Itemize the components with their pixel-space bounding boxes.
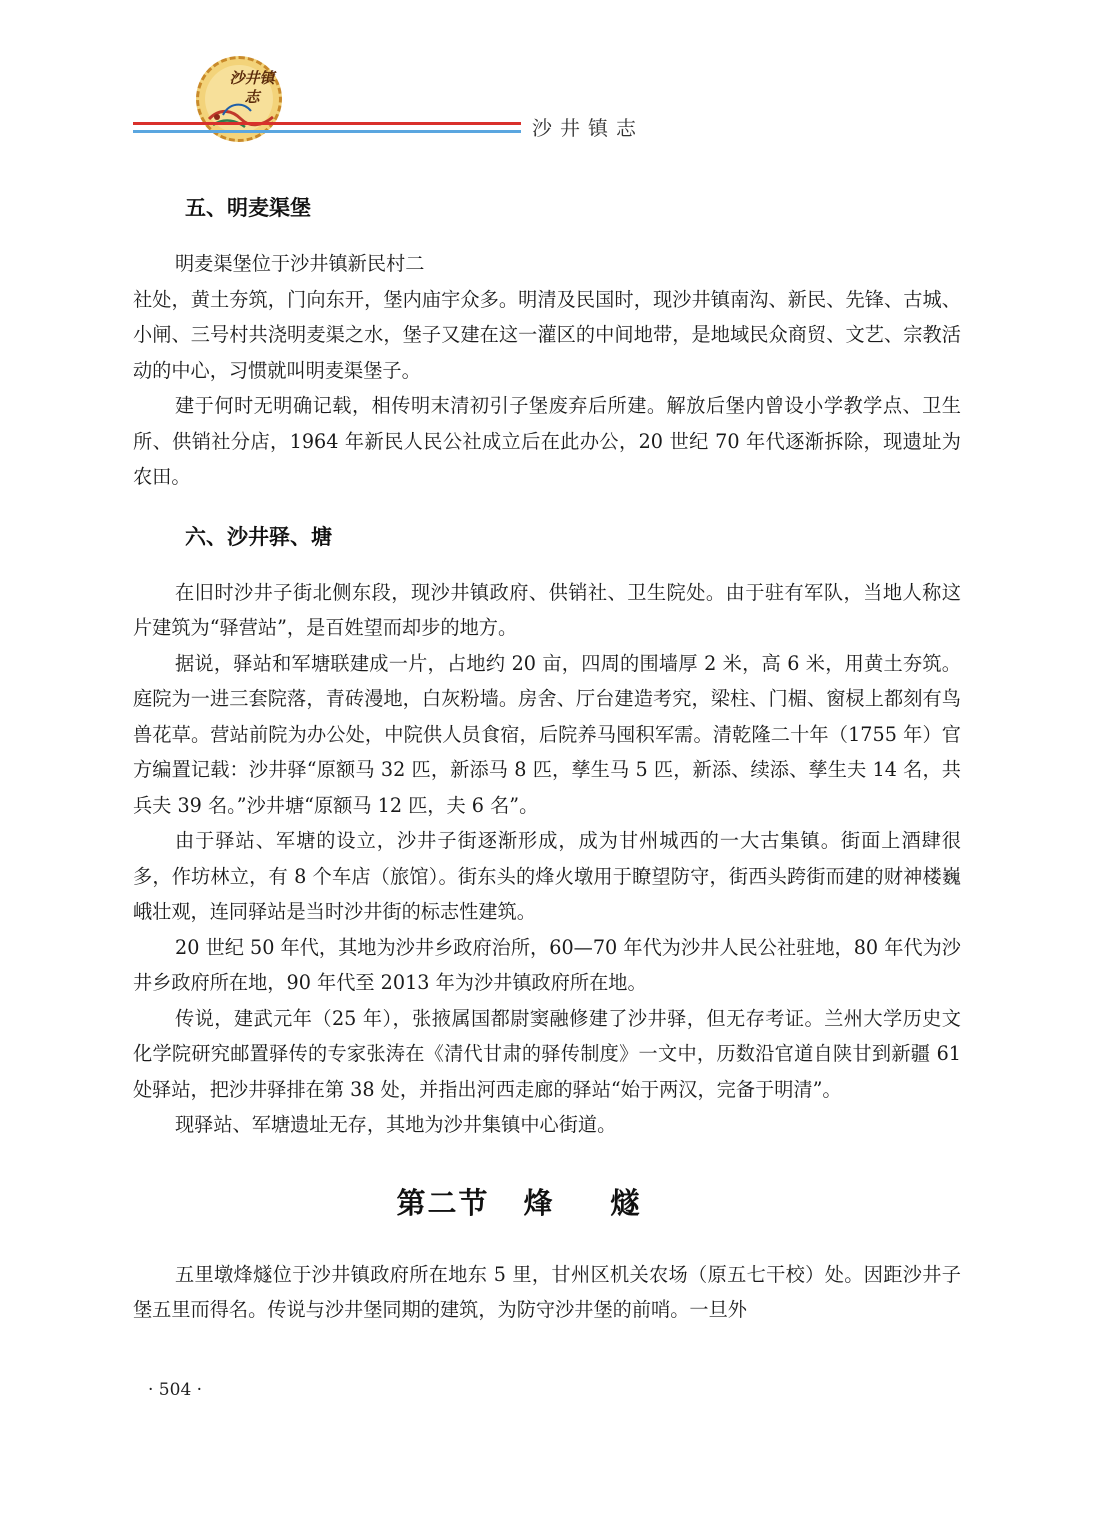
- paragraph: 社处，黄土夯筑，门向东开，堡内庙宇众多。明清及民国时，现沙井镇南沟、新民、先锋、古城、小闸、三号村共浇明麦渠之水，堡子又建在这一灌区的中间地带，是地域民众商贸、文艺、宗教活动的中心，习惯就叫明麦渠堡子。: [133, 287, 961, 382]
- paragraph: 20 世纪 50 年代，其地为沙井乡政府治所，60—70 年代为沙井人民公社驻地，80 年代为沙井乡政府所在地，90 年代至 2013 年为沙井镇政府所在地。: [133, 935, 961, 994]
- page-number: · 504 ·: [148, 1380, 203, 1400]
- section-heading: 五、明麦渠堡: [185, 196, 311, 220]
- header-rule-blue: [133, 130, 521, 133]
- paragraph: 建于何时无明确记载，相传明末清初引子堡废弃后所建。解放后堡内曾设小学教学点、卫生所、供销社分店，1964 年新民人民公社成立后在此办公，20 世纪 70 年代逐渐拆除，现遗址为农田。: [133, 394, 961, 488]
- paragraph: 现驿站、军塘遗址无存，其地为沙井集镇中心街道。: [175, 1113, 617, 1136]
- chapter-section-title: [133, 1179, 961, 1227]
- paragraph: 据说，驿站和军塘联建成一片，占地约 20 亩，四周的围墙厚 2 米，高 6 米，用黄土夯筑。庭院为一进三套院落，青砖漫地，白灰粉墙。房舍、厅台建造考究，梁柱、门楣、窗棂上都刻有鸟兽花草。营站前院为办公处，中院供人员食宿，后院养马囤积军需。清乾隆二十年（1755 年）官方编置记载：沙井驿“原额马 32 匹，新添马 8 匹，孳生马 5 匹，新添、续添、孳生夫 14 名，共兵夫 39 名。”沙井塘“原额马 12 匹，夫 6 名”。: [133, 651, 961, 817]
- chapter-section-name: 烽燧: [523, 1185, 698, 1220]
- section-heading: 六、沙井驿、塘: [185, 524, 332, 549]
- running-title: 沙井镇志: [532, 116, 644, 140]
- page-content: [133, 188, 961, 1328]
- paragraph: 由于驿站、军塘的设立，沙井子街逐渐形成，成为甘州城西的一大古集镇。街面上酒肆很多，作坊林立，有 8 个车店（旅馆）。街东头的烽火墩用于瞭望防守，街西头跨街而建的财神楼巍峨壮观，连同驿站是当时沙井街的标志性建筑。: [133, 829, 961, 923]
- paragraph: 在旧时沙井子街北侧东段，现沙井镇政府、供销社、卫生院处。由于驻有军队，当地人称这片建筑为“驿营站”，是百姓望而却步的地方。: [133, 580, 961, 639]
- header-rule-red: [133, 122, 521, 125]
- chapter-section-label: 第二节: [396, 1185, 490, 1220]
- paragraph: 五里墩烽燧位于沙井镇政府所在地东 5 里，甘州区机关农场（原五七干校）处。因距沙井子堡五里而得名。传说与沙井堡同期的建筑，为防守沙井堡的前哨。一旦外: [133, 1262, 961, 1321]
- logo-text: 沙井镇志: [229, 69, 275, 106]
- paragraph: 明麦渠堡位于沙井镇新民村二: [175, 252, 425, 275]
- paragraph: 传说，建武元年（25 年），张掖属国都尉窦融修建了沙井驿，但无存考证。兰州大学历史文化学院研究邮置驿传的专家张涛在《清代甘肃的驿传制度》一文中，历数沿官道自陕甘到新疆 61 处驿站，把沙井驿排在第 38 处，并指出河西走廊的驿站“始于两汉，完备于明清”。: [133, 1006, 961, 1101]
